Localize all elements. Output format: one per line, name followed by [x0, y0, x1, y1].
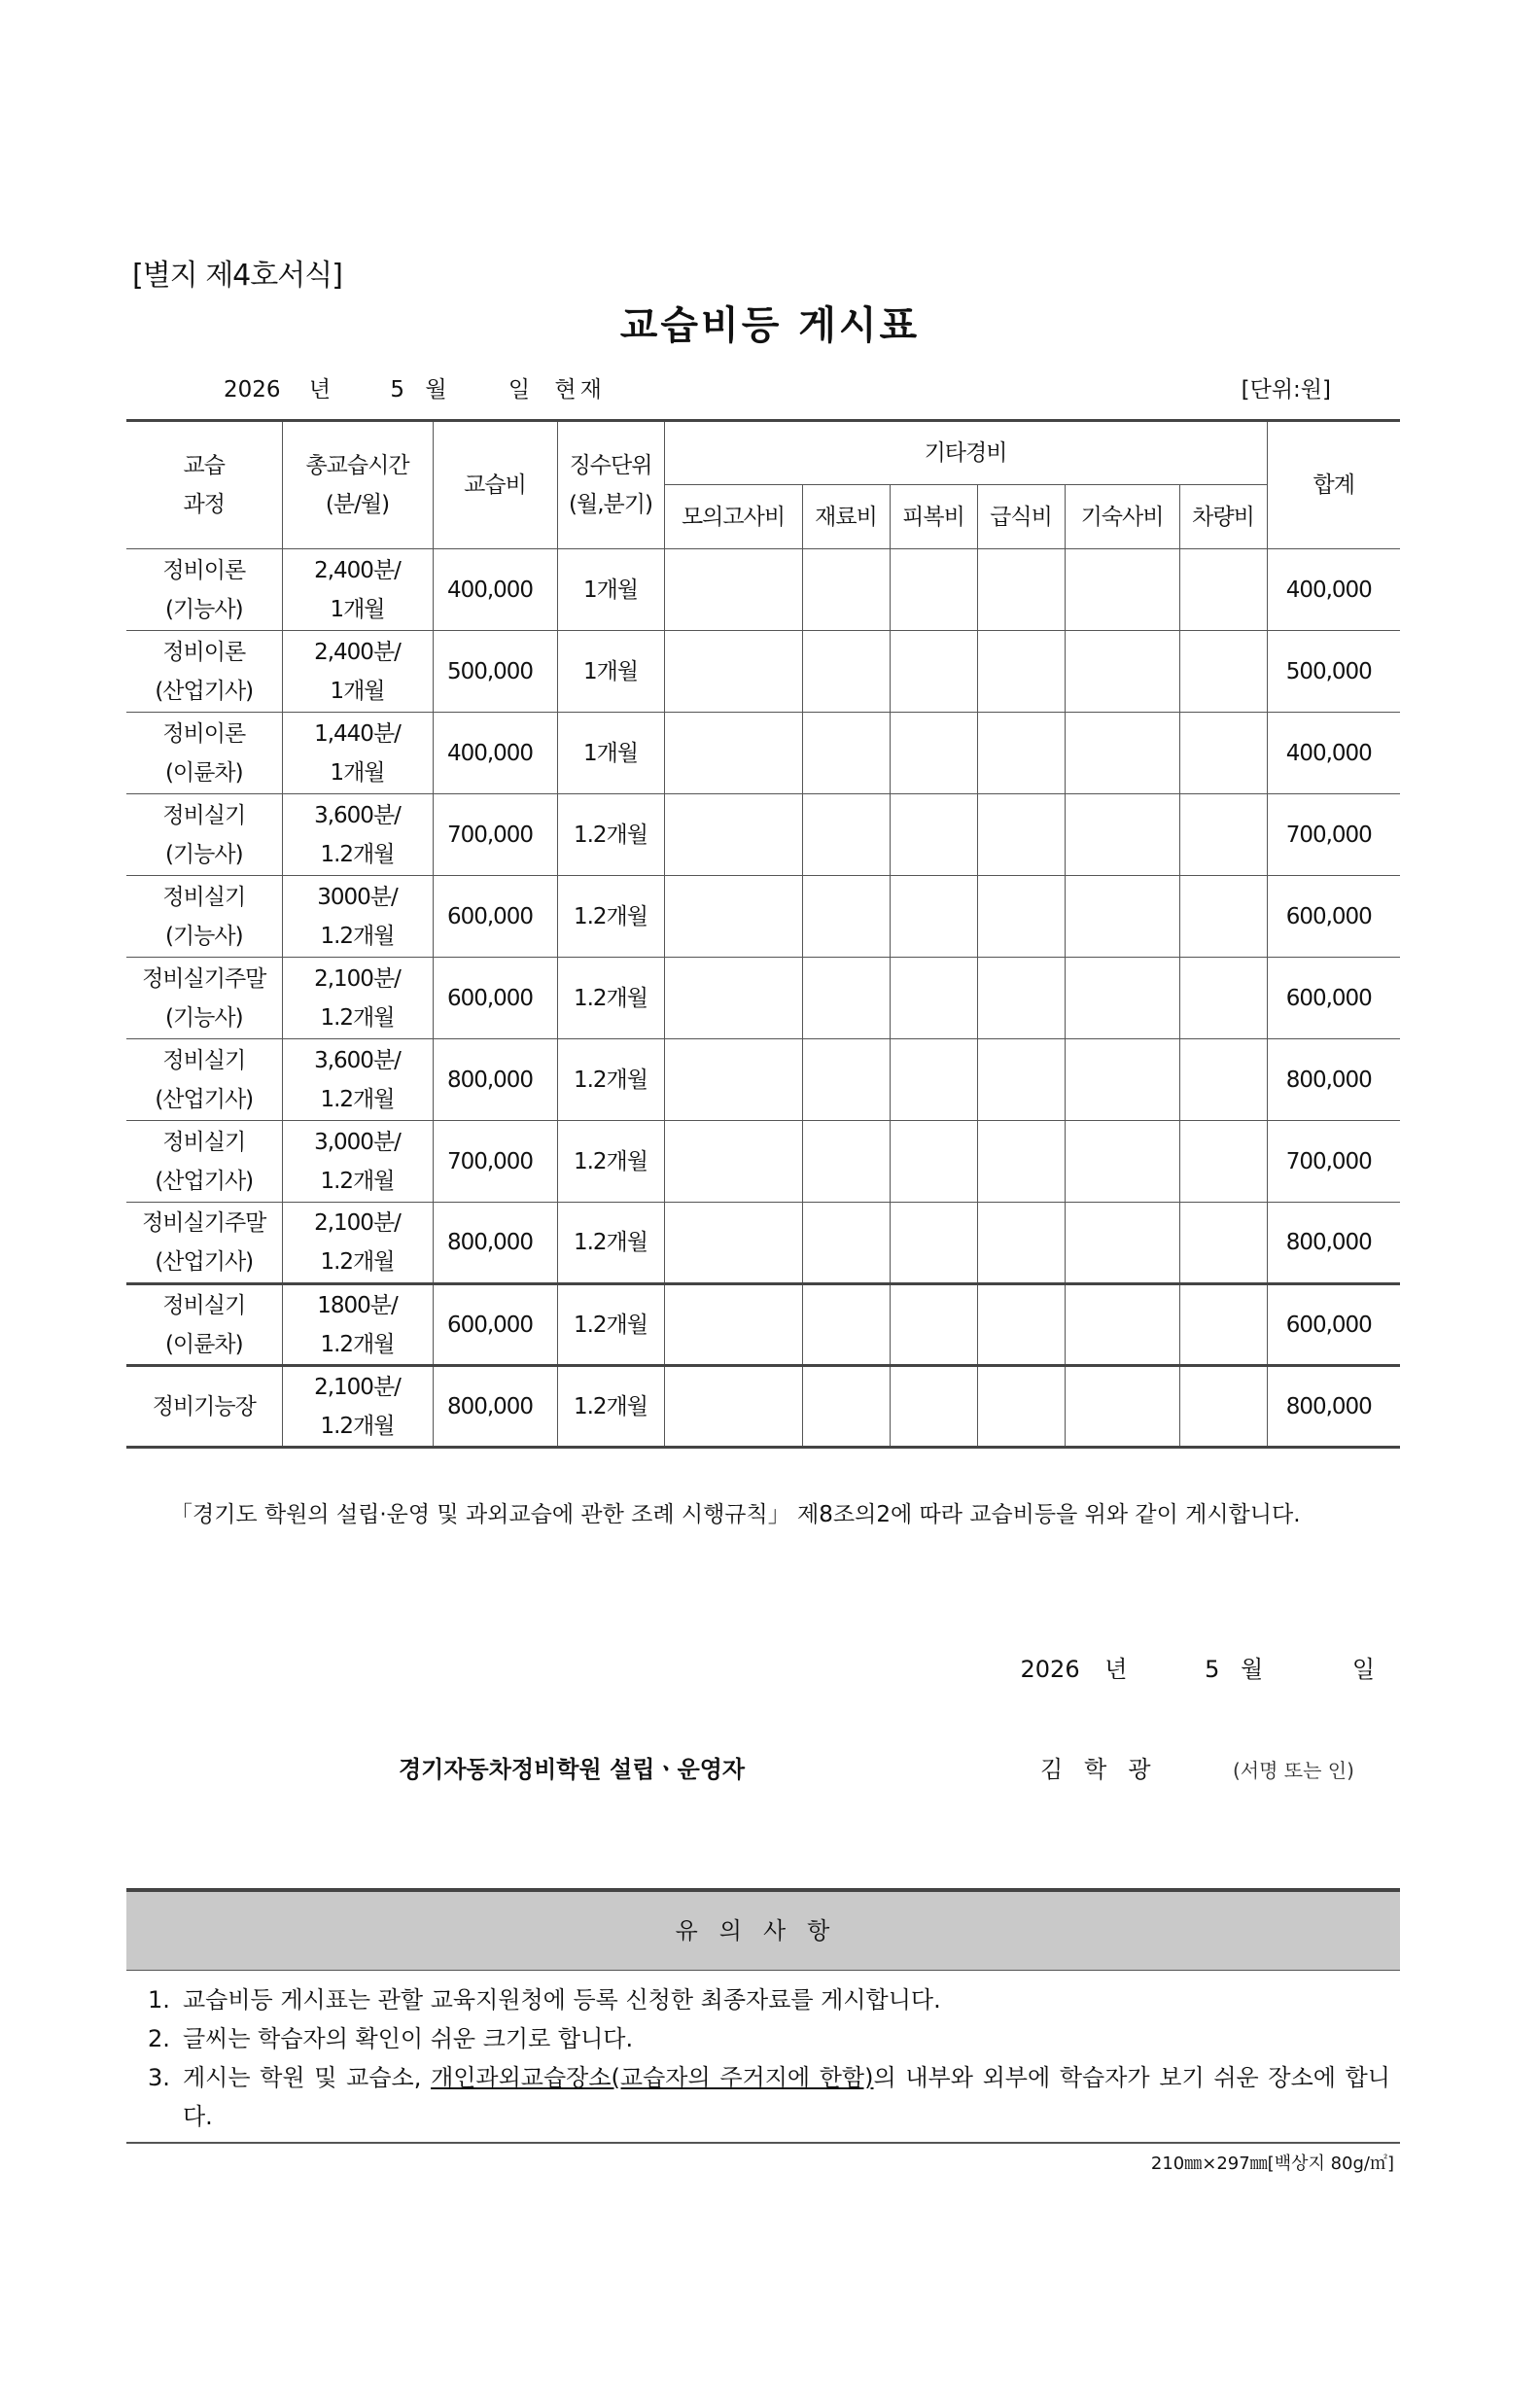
other-expense-cell — [890, 631, 977, 713]
table-row — [126, 713, 1400, 794]
other-expense-cell — [1179, 1366, 1267, 1448]
other-expense-cell — [1179, 1284, 1267, 1366]
table-row — [126, 1039, 1400, 1121]
fee-cell: 600,000 — [433, 958, 557, 1039]
unit-label: [단위:원] — [1241, 377, 1331, 403]
current-date-line — [224, 371, 606, 403]
course-cell: 정비이론 (이륜차) — [126, 713, 282, 794]
total-cell: 800,000 — [1267, 1039, 1400, 1121]
unit-cell: 1개월 — [557, 549, 664, 631]
date-month-unit: 월 — [425, 377, 447, 403]
other-expense-cell — [1065, 876, 1179, 958]
other-expense-cell — [1179, 1203, 1267, 1284]
other-expense-cell — [802, 631, 890, 713]
other-expense-cell — [1065, 794, 1179, 876]
total-cell: 700,000 — [1267, 794, 1400, 876]
fee-cell: 800,000 — [433, 1366, 557, 1448]
fee-cell: 600,000 — [433, 1284, 557, 1366]
hours-cell: 2,100분/ 1.2개월 — [282, 1203, 433, 1284]
header-unit: 징수단위 (월,분기) — [557, 421, 664, 549]
other-expense-cell — [664, 631, 802, 713]
course-cell: 정비실기 (산업기사) — [126, 1121, 282, 1203]
other-expense-cell — [1065, 549, 1179, 631]
underlined-text: 개인과외교습장소(교습자의 주거지에 한함) — [431, 2064, 874, 2091]
header-fee: 교습비 — [433, 421, 557, 549]
other-expense-cell — [664, 1039, 802, 1121]
table-row — [126, 1366, 1400, 1448]
legal-statement: 「경기도 학원의 설립·운영 및 과외교습에 관한 조례 시행규칙」 제8조의2에 따라 교습비등을 위와 같이 게시합니다. — [170, 1502, 1301, 1527]
sign-month-unit: 월 — [1240, 1656, 1264, 1683]
other-expense-cell — [1065, 1366, 1179, 1448]
course-cell: 정비이론 (산업기사) — [126, 631, 282, 713]
course-cell: 정비이론 (기능사) — [126, 549, 282, 631]
unit-cell: 1.2개월 — [557, 794, 664, 876]
fee-cell: 500,000 — [433, 631, 557, 713]
fee-cell: 600,000 — [433, 876, 557, 958]
other-expense-cell — [664, 794, 802, 876]
sign-year: 2026 — [1020, 1656, 1080, 1683]
other-expense-cell — [977, 794, 1065, 876]
other-expense-cell — [977, 1366, 1065, 1448]
signature-date — [1021, 1650, 1375, 1684]
unit-cell: 1.2개월 — [557, 1366, 664, 1448]
table-row — [126, 1284, 1400, 1366]
other-expense-cell — [1179, 1121, 1267, 1203]
other-expense-cell — [1065, 631, 1179, 713]
other-expense-cell — [664, 549, 802, 631]
hours-cell: 2,100분/ 1.2개월 — [282, 1366, 433, 1448]
unit-cell: 1개월 — [557, 631, 664, 713]
table-row — [126, 876, 1400, 958]
header-meals: 급식비 — [977, 485, 1065, 549]
course-cell: 정비실기주말 (산업기사) — [126, 1203, 282, 1284]
other-expense-cell — [977, 631, 1065, 713]
notice-item: 1. 교습비등 게시표는 관할 교육지원청에 등록 신청한 최종자료를 게시합니다. — [148, 1986, 941, 2013]
other-expense-cell — [1179, 549, 1267, 631]
other-expense-cell — [977, 549, 1065, 631]
fee-cell: 800,000 — [433, 1039, 557, 1121]
other-expense-cell — [802, 1121, 890, 1203]
table-row — [126, 1203, 1400, 1284]
unit-cell: 1.2개월 — [557, 1121, 664, 1203]
date-year-unit: 년 — [308, 377, 332, 403]
notice-title: 유의사항 — [126, 1892, 1400, 1971]
other-expense-cell — [1065, 1039, 1179, 1121]
total-cell: 800,000 — [1267, 1203, 1400, 1284]
other-expense-cell — [1179, 631, 1267, 713]
other-expense-cell — [890, 713, 977, 794]
other-expense-cell — [802, 1366, 890, 1448]
total-cell: 700,000 — [1267, 1121, 1400, 1203]
other-expense-cell — [1065, 1121, 1179, 1203]
total-cell: 800,000 — [1267, 1366, 1400, 1448]
unit-cell: 1.2개월 — [557, 958, 664, 1039]
fee-cell: 400,000 — [433, 713, 557, 794]
hours-cell: 3000분/ 1.2개월 — [282, 876, 433, 958]
table-row — [126, 958, 1400, 1039]
unit-cell: 1.2개월 — [557, 1284, 664, 1366]
other-expense-cell — [890, 1284, 977, 1366]
other-expense-cell — [1065, 713, 1179, 794]
date-suffix: 현재 — [554, 377, 606, 403]
hours-cell: 2,400분/ 1개월 — [282, 631, 433, 713]
other-expense-cell — [802, 549, 890, 631]
signer-name: 김학광 — [1040, 1756, 1172, 1783]
hours-cell: 3,000분/ 1.2개월 — [282, 1121, 433, 1203]
hours-cell: 2,100분/ 1.2개월 — [282, 958, 433, 1039]
header-other-expenses: 기타경비 — [664, 421, 1267, 485]
header-clothing: 피복비 — [890, 485, 977, 549]
other-expense-cell — [977, 1203, 1065, 1284]
other-expense-cell — [802, 794, 890, 876]
other-expense-cell — [977, 1121, 1065, 1203]
table-row — [126, 794, 1400, 876]
other-expense-cell — [890, 794, 977, 876]
notice-box — [126, 1888, 1400, 2144]
hours-cell: 1800분/ 1.2개월 — [282, 1284, 433, 1366]
document-title: 교습비등 게시표 — [619, 303, 921, 348]
course-cell: 정비실기주말 (기능사) — [126, 958, 282, 1039]
notice-list — [126, 1971, 1400, 2142]
date-year: 2026 — [224, 377, 281, 403]
form-label: [별지 제4호서식] — [132, 259, 342, 293]
other-expense-cell — [664, 1121, 802, 1203]
header-dormitory: 기숙사비 — [1065, 485, 1179, 549]
unit-cell: 1.2개월 — [557, 1039, 664, 1121]
other-expense-cell — [890, 876, 977, 958]
other-expense-cell — [1179, 958, 1267, 1039]
other-expense-cell — [977, 876, 1065, 958]
fee-cell: 700,000 — [433, 1121, 557, 1203]
other-expense-cell — [1065, 1203, 1179, 1284]
total-cell: 600,000 — [1267, 958, 1400, 1039]
table-row — [126, 1121, 1400, 1203]
other-expense-cell — [890, 1203, 977, 1284]
other-expense-cell — [890, 958, 977, 1039]
hours-cell: 1,440분/ 1개월 — [282, 713, 433, 794]
other-expense-cell — [802, 713, 890, 794]
other-expense-cell — [1179, 876, 1267, 958]
table-row — [126, 631, 1400, 713]
date-month: 5 — [390, 377, 405, 403]
hours-cell: 3,600분/ 1.2개월 — [282, 794, 433, 876]
other-expense-cell — [977, 1039, 1065, 1121]
other-expense-cell — [1065, 958, 1179, 1039]
other-expense-cell — [664, 1203, 802, 1284]
other-expense-cell — [1065, 1284, 1179, 1366]
signer-organization: 경기자동차정비학원 설립ㆍ운영자 — [399, 1756, 746, 1783]
unit-cell: 1개월 — [557, 713, 664, 794]
fee-cell: 700,000 — [433, 794, 557, 876]
other-expense-cell — [664, 1284, 802, 1366]
unit-cell: 1.2개월 — [557, 1203, 664, 1284]
header-vehicle: 차량비 — [1179, 485, 1267, 549]
other-expense-cell — [890, 1366, 977, 1448]
other-expense-cell — [1179, 1039, 1267, 1121]
other-expense-cell — [802, 876, 890, 958]
sign-year-unit: 년 — [1104, 1656, 1128, 1683]
course-cell: 정비실기 (이륜차) — [126, 1284, 282, 1366]
course-cell: 정비실기 (산업기사) — [126, 1039, 282, 1121]
signature-note: (서명 또는 인) — [1233, 1759, 1354, 1782]
total-cell: 600,000 — [1267, 876, 1400, 958]
notice-item: 2. 글씨는 학습자의 확인이 쉬운 크기로 합니다. — [148, 2025, 634, 2052]
date-day-unit: 일 — [508, 377, 531, 403]
hours-cell: 3,600분/ 1.2개월 — [282, 1039, 433, 1121]
other-expense-cell — [664, 713, 802, 794]
other-expense-cell — [977, 713, 1065, 794]
total-cell: 400,000 — [1267, 713, 1400, 794]
hours-cell: 2,400분/ 1개월 — [282, 549, 433, 631]
other-expense-cell — [664, 876, 802, 958]
other-expense-cell — [802, 1284, 890, 1366]
header-mock-exam: 모의고사비 — [664, 485, 802, 549]
course-cell: 정비기능장 — [126, 1366, 282, 1448]
total-cell: 500,000 — [1267, 631, 1400, 713]
sign-day-unit: 일 — [1351, 1656, 1375, 1683]
header-course: 교습 과정 — [126, 421, 282, 549]
other-expense-cell — [977, 1284, 1065, 1366]
notice-item: 3. 게시는 학원 및 교습소, 개인과외교습장소(교습자의 주거지에 한함)의 내부와 외부에 학습자가 보기 쉬운 장소에 합니다. — [148, 2064, 1390, 2130]
paper-spec: 210㎜×297㎜[백상지 80g/㎡] — [1150, 2153, 1394, 2174]
other-expense-cell — [890, 1121, 977, 1203]
table-row — [126, 549, 1400, 631]
other-expense-cell — [890, 1039, 977, 1121]
other-expense-cell — [890, 549, 977, 631]
other-expense-cell — [802, 1203, 890, 1284]
header-hours: 총교습시간 (분/월) — [282, 421, 433, 549]
other-expense-cell — [1179, 713, 1267, 794]
course-cell: 정비실기 (기능사) — [126, 794, 282, 876]
other-expense-cell — [802, 1039, 890, 1121]
fee-cell: 800,000 — [433, 1203, 557, 1284]
fee-table — [126, 419, 1400, 1449]
other-expense-cell — [977, 958, 1065, 1039]
fee-cell: 400,000 — [433, 549, 557, 631]
other-expense-cell — [802, 958, 890, 1039]
total-cell: 400,000 — [1267, 549, 1400, 631]
unit-cell: 1.2개월 — [557, 876, 664, 958]
header-materials: 재료비 — [802, 485, 890, 549]
other-expense-cell — [664, 958, 802, 1039]
other-expense-cell — [664, 1366, 802, 1448]
course-cell: 정비실기 (기능사) — [126, 876, 282, 958]
other-expense-cell — [1179, 794, 1267, 876]
total-cell: 600,000 — [1267, 1284, 1400, 1366]
sign-month: 5 — [1205, 1656, 1220, 1683]
header-total: 합계 — [1267, 421, 1400, 549]
